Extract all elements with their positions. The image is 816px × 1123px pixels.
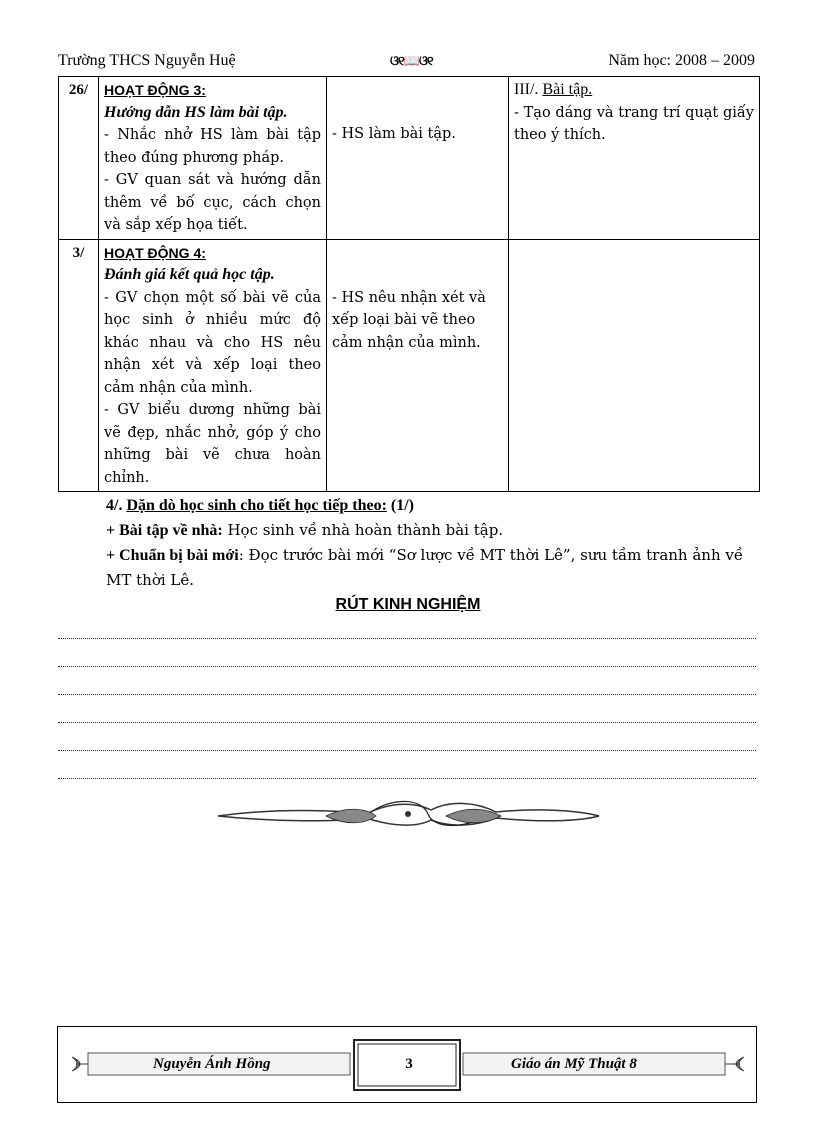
content-cell (509, 77, 760, 240)
homework-section (58, 494, 758, 592)
school-year: Năm học: 2008 – 2009 (608, 52, 755, 69)
student-text: - HS làm bài tập. (332, 126, 456, 142)
content-heading-num: III/. (514, 81, 539, 98)
dotted-line (58, 778, 756, 779)
content-text: - Tạo dáng và trang trí quạt giấy theo ý thích. (514, 104, 754, 143)
page-footer (57, 1026, 757, 1103)
teacher-activity-cell (99, 77, 327, 240)
footer-subject: Giáo án Mỹ Thuật 8 (511, 1056, 637, 1072)
school-name: Trường THCS Nguyễn Huệ (58, 52, 236, 69)
ornamental-divider (216, 796, 601, 832)
prep-text: : Đọc trước bài mới “Sơ lược về MT thời Lê”, sưu tầm tranh ảnh về MT thời Lê. (106, 546, 744, 589)
content-heading (514, 79, 754, 102)
homework-heading-text: Dặn dò học sinh cho tiết học tiếp theo: (126, 497, 387, 514)
student-activity-cell (327, 239, 509, 492)
teacher-line: - GV quan sát và hướng dẫn thêm về bố cục, cách chọn và sắp xếp họa tiết. (104, 172, 321, 233)
content-cell (509, 239, 760, 492)
page-header (58, 50, 755, 74)
student-text: - HS nêu nhận xét và xếp loại bài vẽ theo cảm nhận của mình. (332, 289, 486, 351)
homework-heading-time: (1/) (390, 497, 415, 514)
activity-subtitle: Đánh giá kết quả học tập. (104, 266, 275, 283)
activity-title: HOẠT ĐỘNG 3: (104, 82, 206, 98)
activity-title: HOẠT ĐỘNG 4: (104, 244, 206, 261)
dotted-line (58, 638, 756, 639)
dotted-line (58, 722, 756, 723)
homework-line (58, 518, 758, 543)
activity-subtitle: Hướng dẫn HS làm bài tập. (104, 103, 288, 121)
dotted-line (58, 694, 756, 695)
homework-text: Học sinh về nhà hoàn thành bài tập. (227, 521, 504, 539)
student-activity-cell (327, 77, 509, 240)
time-cell: 26/ (59, 77, 99, 240)
prep-line (58, 543, 758, 592)
homework-heading-num: 4/. (106, 497, 123, 514)
page-number: 3 (405, 1056, 413, 1072)
prep-label: + Chuẩn bị bài mới (106, 547, 239, 564)
teacher-activity-cell (99, 239, 327, 492)
homework-heading (58, 494, 758, 518)
dotted-line (58, 666, 756, 667)
time-cell: 3/ (59, 239, 99, 492)
homework-label: + Bài tập về nhà: (106, 522, 223, 539)
dotted-line (58, 750, 756, 751)
teacher-line: - GV chọn một số bài vẽ của học sinh ở nhiều mức độ khác nhau và cho HS nêu nhận xét và xếp loại theo cảm nhận của mình. (104, 289, 321, 396)
teacher-line: - GV biểu dương những bài vẽ đẹp, nhắc nhở, góp ý cho những bài vẽ chưa hoàn chỉnh. (104, 402, 321, 486)
header-ornament: ଓ୧📖ଓ୧ (390, 53, 433, 68)
lesson-table (58, 76, 760, 492)
footer-author: Nguyễn Ánh Hồng (153, 1056, 271, 1072)
table-row (59, 239, 760, 492)
content-heading-label: Bài tập. (542, 81, 593, 98)
review-title: RÚT KINH NGHIỆM (335, 596, 481, 613)
teacher-line: - Nhắc nhở HS làm bài tập theo đúng phương pháp. (104, 127, 321, 166)
table-row (59, 77, 760, 240)
